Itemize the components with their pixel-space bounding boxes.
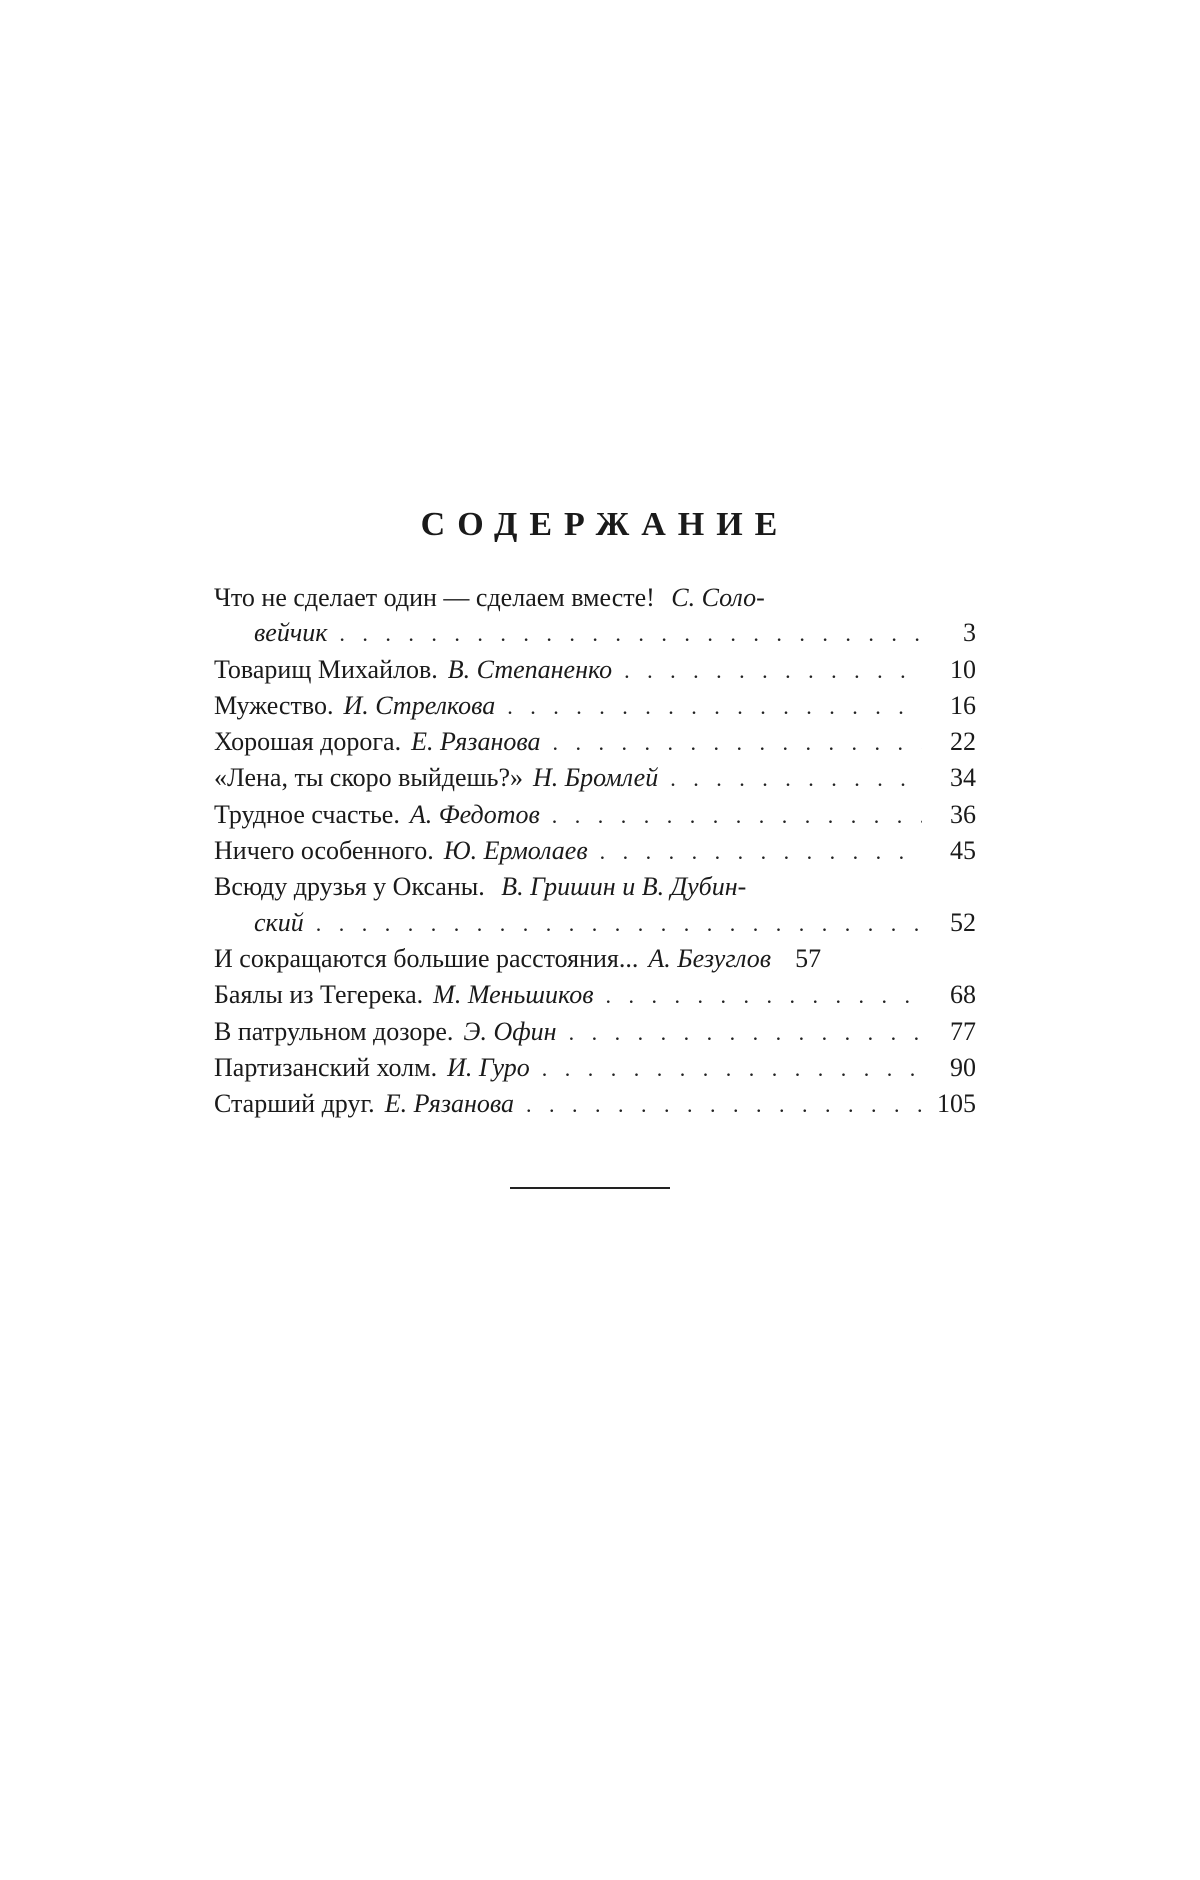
dot-leader: [526, 1087, 922, 1122]
toc-entry-page: 57: [795, 943, 822, 973]
dot-leader: [542, 1051, 922, 1086]
toc-entry-author-continued: вейчик: [254, 618, 328, 648]
toc-entry-page: 90: [950, 1052, 976, 1082]
toc-entry-author: С. Соло-: [671, 583, 765, 612]
toc-entry-title: В патрульном дозоре.: [214, 1016, 454, 1046]
toc-entry-title: Баялы из Тегерека.: [214, 980, 424, 1010]
dot-leader: [316, 906, 922, 941]
dot-leader: [507, 689, 922, 724]
toc-entry: [214, 760, 976, 796]
dot-leader: [569, 1015, 922, 1050]
toc-entry: [214, 688, 976, 724]
toc-entry-title: «Лена, ты скоро выйдешь?»: [214, 763, 523, 793]
toc-entry-page: 77: [950, 1016, 976, 1046]
toc-entry-page: 16: [950, 690, 976, 720]
toc-entry-author: В. Гришин и В. Дубин-: [501, 872, 747, 902]
dot-leader: [605, 978, 922, 1013]
toc-entry-title: Ничего особенного.: [214, 836, 434, 866]
toc-entry-author: А. Безуглов: [648, 943, 772, 973]
toc-entry-title: Мужество.: [214, 690, 334, 720]
toc-entry-page: 68: [950, 980, 976, 1010]
section-divider: [510, 1187, 670, 1189]
toc-entry-author-continued: ский: [254, 907, 304, 937]
dot-leader: [552, 798, 922, 833]
toc-entry-page: 3: [963, 618, 976, 648]
toc-entry: [214, 724, 976, 760]
toc-entry-page: 34: [950, 763, 976, 793]
toc-entry-page: 105: [937, 1089, 976, 1119]
toc-entry-title: Товарищ Михайлов.: [214, 654, 438, 684]
dot-leader: [624, 653, 922, 688]
toc-entry-author: В. Степаненко: [447, 654, 613, 684]
toc-entry-title: Трудное счастье.: [214, 799, 400, 829]
toc-entry-author: А. Федотов: [409, 799, 540, 829]
toc-entry-page: 45: [950, 836, 976, 866]
toc-entry: [214, 869, 976, 941]
dot-leader: [600, 834, 922, 869]
toc-entry-author: М. Меньшиков: [433, 980, 594, 1010]
toc-entry-page: 52: [950, 907, 976, 937]
toc-entry: [214, 1086, 976, 1122]
toc-entry-title: Хорошая дорога.: [214, 727, 402, 757]
dot-leader: [339, 616, 922, 651]
page-title: СОДЕРЖАНИЕ: [420, 506, 790, 543]
dot-leader: [552, 725, 922, 760]
toc-entry: [214, 1014, 976, 1050]
toc-entry-author: Э. Офин: [463, 1016, 557, 1046]
dot-leader: [670, 761, 922, 796]
toc-entry-page: 10: [950, 654, 976, 684]
toc-entry-page: 36: [950, 799, 976, 829]
toc-entry-title: Партизанский холм.: [214, 1052, 438, 1082]
toc-entry-author: Е. Рязанова: [411, 727, 541, 757]
table-of-contents: [214, 580, 976, 1122]
toc-entry: [214, 941, 976, 977]
toc-entry-page: 22: [950, 727, 976, 757]
toc-entry: [214, 977, 976, 1013]
toc-entry: [214, 1050, 976, 1086]
toc-entry-title: Всюду друзья у Оксаны.: [214, 872, 485, 902]
toc-entry-author: Н. Бромлей: [532, 763, 659, 793]
toc-entry: [214, 580, 976, 652]
toc-entry: [214, 833, 976, 869]
toc-entry: [214, 797, 976, 833]
toc-entry-title: И сокращаются большие расстояния...: [214, 943, 639, 973]
toc-entry-author: И. Стрелкова: [343, 690, 496, 720]
toc-entry-author: Е. Рязанова: [384, 1089, 515, 1119]
toc-entry: [214, 652, 976, 688]
toc-entry-title: Что не сделает один — сделаем вместе!: [214, 583, 655, 612]
toc-entry-author: Ю. Ермолаев: [443, 836, 588, 866]
toc-entry-title: Старший друг.: [214, 1089, 375, 1119]
toc-entry-author: И. Гуро: [447, 1052, 530, 1082]
